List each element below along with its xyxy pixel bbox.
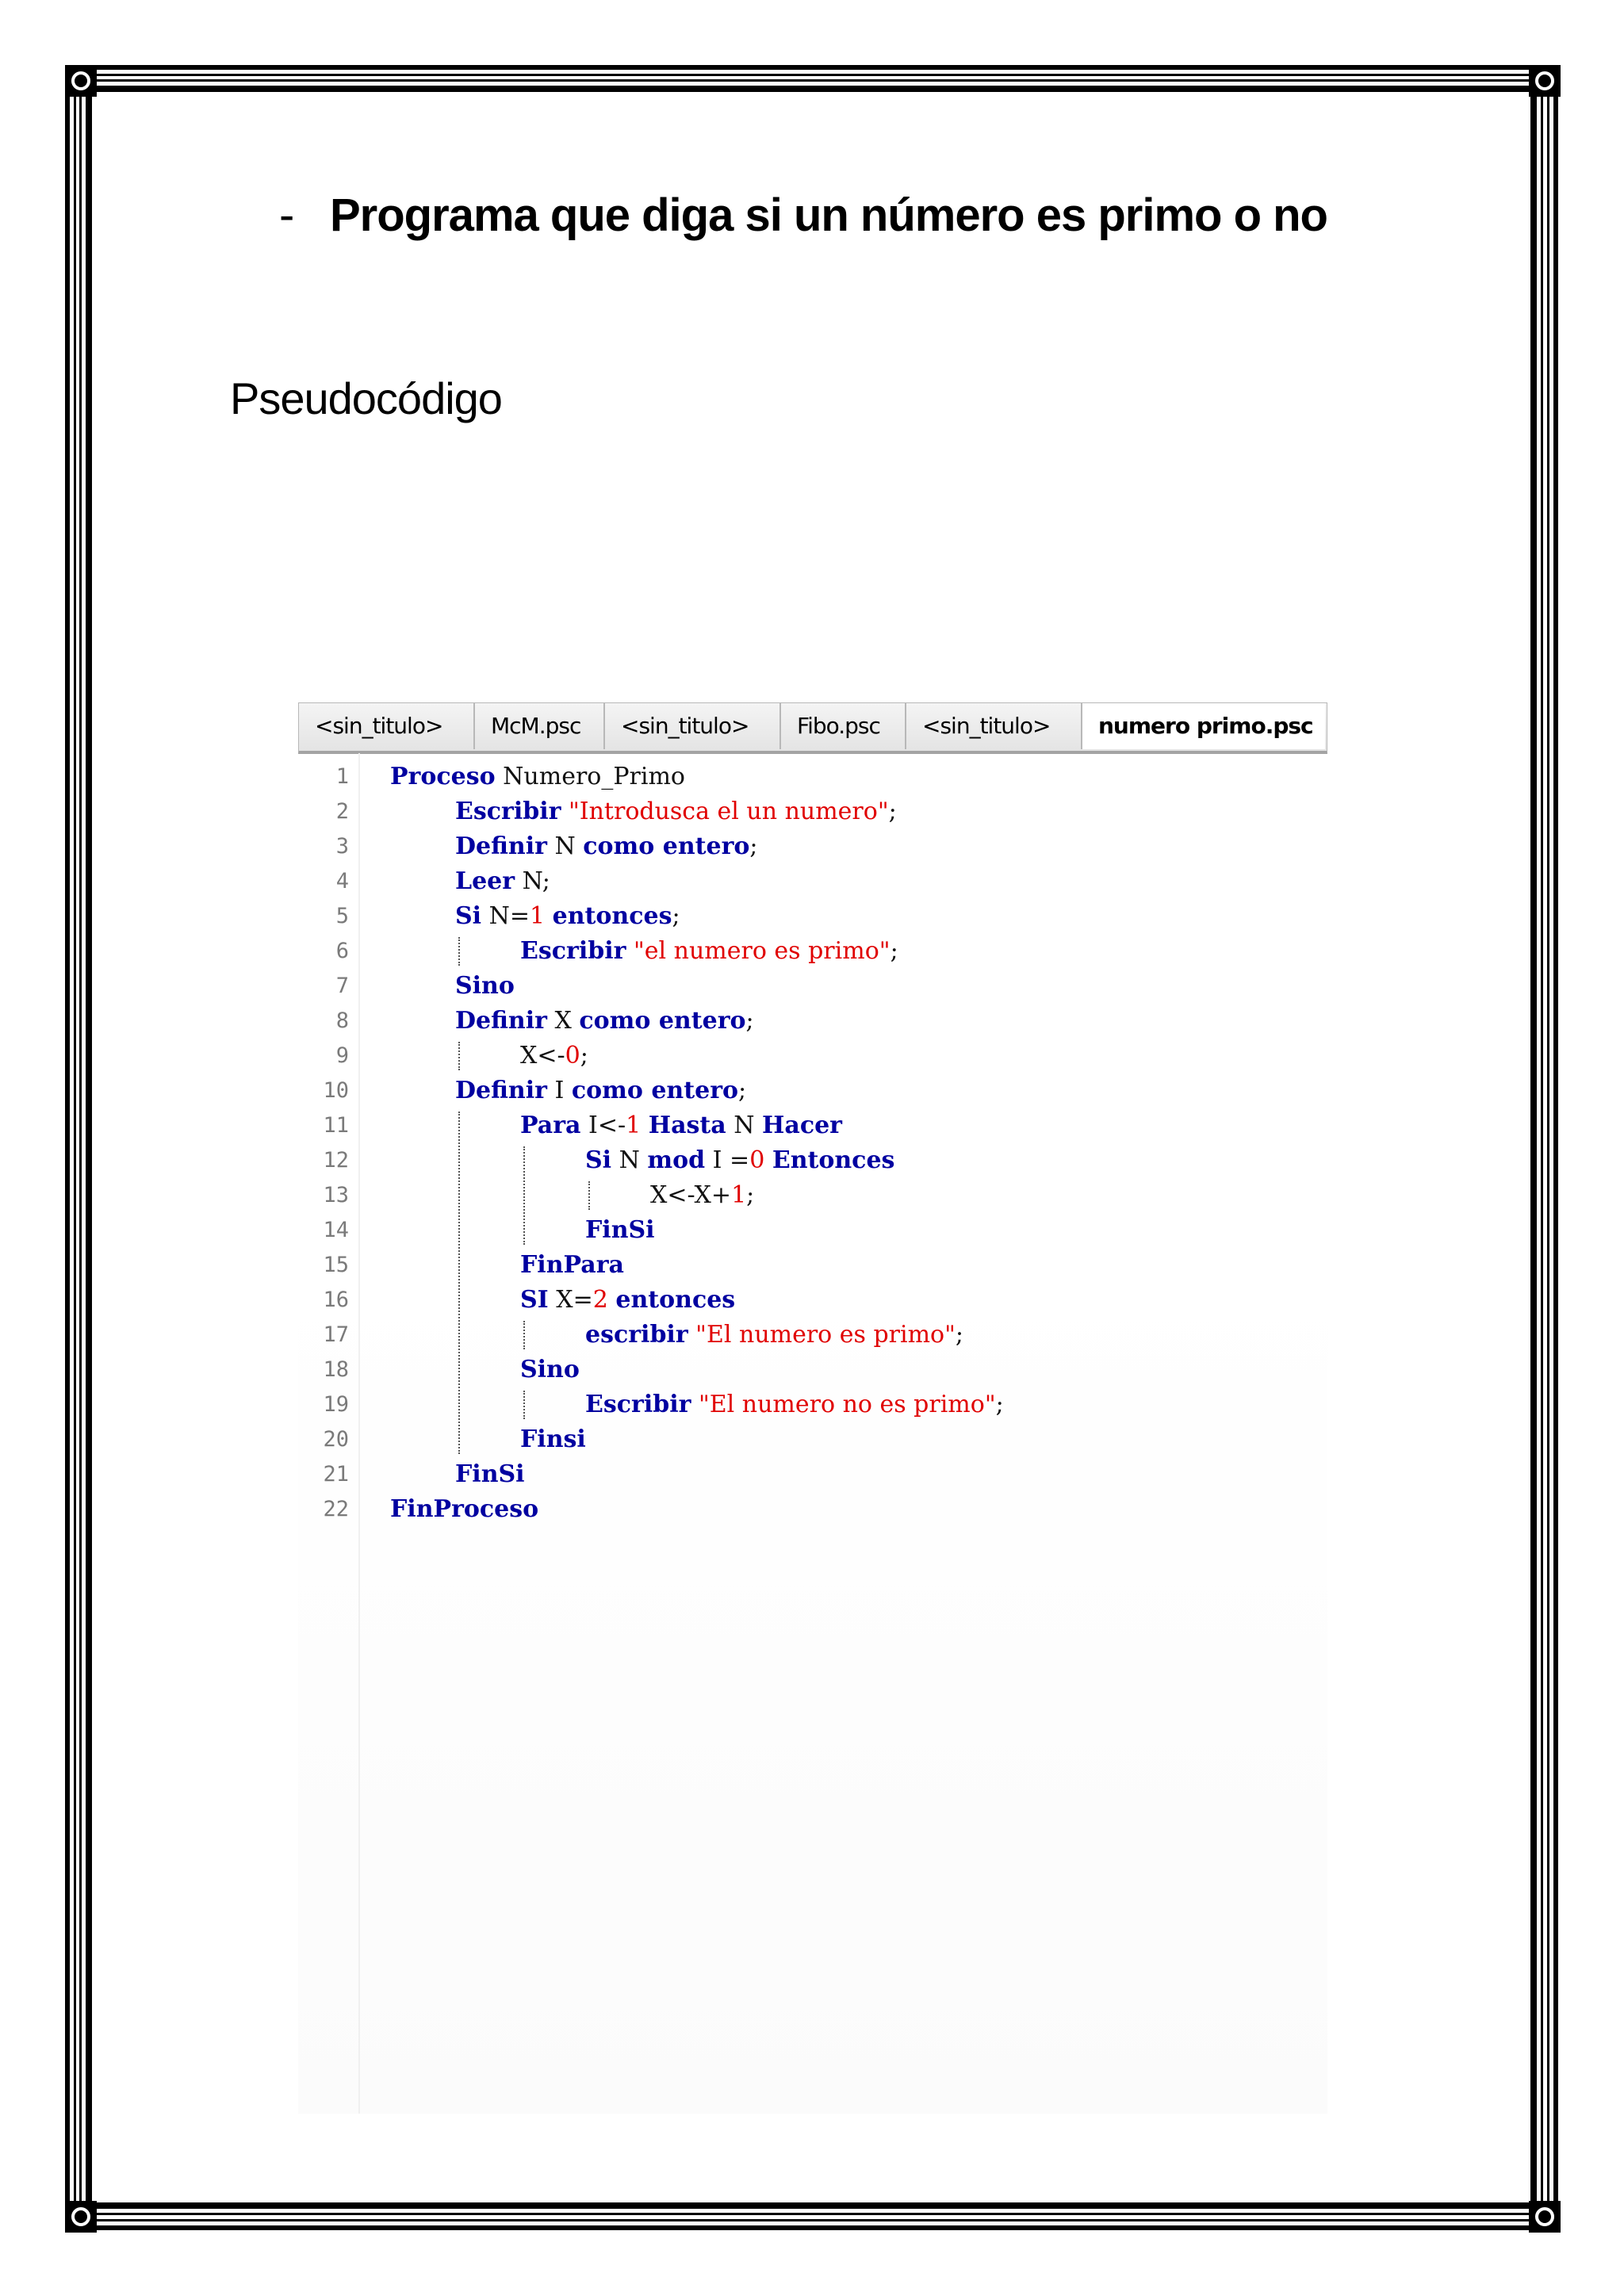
code-text	[455, 969, 515, 1004]
keyword-token: Sino	[520, 1356, 580, 1383]
keyword-token: como entero	[583, 832, 750, 860]
keyword-token: Escribir	[455, 798, 561, 825]
code-text	[520, 934, 898, 969]
indent-guide	[458, 1042, 460, 1070]
line-number: 8	[335, 1008, 349, 1033]
identifier-token: I<-	[580, 1112, 626, 1139]
line-number: 16	[323, 1288, 349, 1312]
code-line	[298, 1422, 1327, 1457]
line-number: 3	[335, 834, 349, 859]
list-bullet-dash: -	[279, 189, 294, 241]
identifier-token: ;	[749, 832, 758, 860]
code-text	[455, 794, 897, 829]
keyword-token: Escribir	[520, 937, 626, 965]
editor-tab[interactable]: <sin_titulo>	[299, 703, 475, 749]
code-text	[585, 1318, 963, 1353]
code-text	[455, 899, 680, 934]
indent-guide	[588, 1181, 590, 1210]
line-number: 19	[323, 1392, 349, 1417]
indent-guide	[458, 937, 460, 966]
code-text	[390, 1492, 538, 1527]
code-text	[455, 1004, 754, 1039]
line-number: 1	[335, 764, 349, 789]
identifier-token	[764, 1146, 772, 1174]
editor-tab[interactable]: <sin_titulo>	[906, 703, 1082, 749]
identifier-token	[688, 1321, 696, 1349]
keyword-token: Sino	[455, 972, 515, 1000]
line-number: 5	[335, 904, 349, 928]
keyword-token: entonces	[615, 1286, 736, 1314]
keyword-token: como entero	[571, 1077, 739, 1104]
code-line	[298, 1492, 1327, 1527]
string-token: "El numero no es primo"	[698, 1391, 996, 1418]
identifier-token: X<-	[520, 1042, 565, 1070]
identifier-token	[641, 1112, 649, 1139]
keyword-token: Definir	[455, 832, 547, 860]
code-text	[520, 1039, 588, 1073]
page-border-right	[1530, 65, 1559, 2231]
code-text	[520, 1422, 586, 1457]
code-text	[650, 1178, 754, 1213]
keyword-token: Definir	[455, 1077, 547, 1104]
keyword-token: FinPara	[520, 1251, 624, 1279]
code-line	[298, 1073, 1327, 1108]
identifier-token: ;	[672, 902, 680, 930]
code-text	[455, 864, 550, 899]
section-heading-text: Programa que diga si un número es primo o no	[330, 189, 1327, 241]
identifier-token	[626, 937, 634, 965]
number-token: 2	[592, 1286, 608, 1314]
code-line	[298, 1387, 1327, 1422]
code-area	[298, 760, 1327, 1527]
editor-tab[interactable]: numero primo.psc	[1082, 703, 1325, 749]
identifier-token: I =	[705, 1146, 750, 1174]
section-heading	[279, 189, 1327, 252]
line-number: 11	[323, 1113, 349, 1138]
code-text	[585, 1387, 1004, 1422]
code-line	[298, 829, 1327, 864]
border-corner-ornament	[65, 65, 97, 97]
identifier-token: ;	[580, 1042, 588, 1070]
code-text	[520, 1108, 842, 1143]
line-number: 15	[323, 1253, 349, 1277]
keyword-token: SI	[520, 1286, 549, 1314]
keyword-token: FinProceso	[390, 1495, 539, 1523]
keyword-token: Escribir	[585, 1391, 691, 1418]
identifier-token: X	[546, 1007, 580, 1035]
code-text	[520, 1283, 735, 1318]
line-number: 22	[323, 1497, 349, 1521]
line-number: 2	[335, 799, 349, 824]
number-token: 0	[565, 1042, 580, 1070]
code-text	[520, 1353, 580, 1387]
line-number: 9	[335, 1043, 349, 1068]
keyword-token: Si	[455, 902, 482, 930]
keyword-token: Proceso	[390, 763, 496, 790]
keyword-token: Hasta	[648, 1112, 726, 1139]
keyword-token: Si	[585, 1146, 612, 1174]
number-token: 1	[626, 1112, 642, 1139]
code-line	[298, 899, 1327, 934]
string-token: "Introdusca el un numero"	[568, 798, 889, 825]
code-text	[390, 760, 685, 794]
border-corner-ornament	[1529, 65, 1561, 97]
keyword-token: Finsi	[520, 1425, 586, 1453]
page-border-left	[65, 65, 94, 2231]
editor-tab[interactable]: <sin_titulo>	[605, 703, 781, 749]
number-token: 1	[731, 1181, 747, 1209]
line-number: 14	[323, 1218, 349, 1242]
code-text	[455, 1073, 746, 1108]
string-token: "el numero es primo"	[633, 937, 891, 965]
keyword-token: como entero	[579, 1007, 746, 1035]
code-line	[298, 1318, 1327, 1353]
code-text	[455, 829, 758, 864]
code-line	[298, 1004, 1327, 1039]
number-token: 1	[530, 902, 546, 930]
identifier-token	[691, 1391, 699, 1418]
keyword-token: FinSi	[455, 1460, 525, 1488]
keyword-token: Leer	[455, 867, 515, 895]
code-text	[520, 1248, 624, 1283]
string-token: "El numero es primo"	[695, 1321, 956, 1349]
editor-tab[interactable]: Fibo.psc	[781, 703, 906, 749]
identifier-token: N;	[515, 867, 550, 895]
keyword-token: FinSi	[585, 1216, 655, 1244]
line-number: 4	[335, 869, 349, 894]
code-line	[298, 1283, 1327, 1318]
code-line	[298, 1039, 1327, 1073]
page-border-top	[65, 65, 1559, 94]
editor-tab[interactable]: McM.psc	[475, 703, 605, 749]
keyword-token: escribir	[585, 1321, 688, 1349]
line-number: 20	[323, 1427, 349, 1452]
line-number: 12	[323, 1148, 349, 1173]
code-line	[298, 1457, 1327, 1492]
page-border-bottom	[65, 2202, 1559, 2231]
code-line	[298, 1213, 1327, 1248]
code-text	[455, 1457, 525, 1492]
border-corner-ornament	[65, 2201, 97, 2233]
keyword-token: Para	[520, 1112, 581, 1139]
identifier-token: ;	[888, 798, 897, 825]
number-token: 0	[749, 1146, 765, 1174]
keyword-token: mod	[647, 1146, 706, 1174]
keyword-token: Definir	[455, 1007, 547, 1035]
subheading: Pseudocódigo	[230, 373, 502, 423]
code-line	[298, 1178, 1327, 1213]
identifier-token	[561, 798, 569, 825]
line-number: 10	[323, 1078, 349, 1103]
code-line	[298, 864, 1327, 899]
code-line	[298, 1248, 1327, 1283]
identifier-token: X=	[548, 1286, 593, 1314]
identifier-token: ;	[738, 1077, 747, 1104]
identifier-token: I	[546, 1077, 572, 1104]
identifier-token: N=	[481, 902, 530, 930]
line-number: 17	[323, 1322, 349, 1347]
line-number: 21	[323, 1462, 349, 1487]
line-number: 13	[323, 1183, 349, 1207]
identifier-token: ;	[890, 937, 898, 965]
line-number: 7	[335, 974, 349, 998]
identifier-token: ;	[746, 1181, 755, 1209]
identifier-token: N	[611, 1146, 648, 1174]
line-number: 18	[323, 1357, 349, 1382]
code-line	[298, 969, 1327, 1004]
indent-guide	[523, 1391, 525, 1419]
editor-tab-bar	[298, 702, 1327, 754]
identifier-token: N	[726, 1112, 763, 1139]
code-line	[298, 934, 1327, 969]
keyword-token: Entonces	[772, 1146, 895, 1174]
identifier-token	[545, 902, 553, 930]
code-line	[298, 794, 1327, 829]
code-line	[298, 760, 1327, 794]
code-line	[298, 1353, 1327, 1387]
identifier-token: N	[546, 832, 584, 860]
identifier-token: ;	[955, 1321, 964, 1349]
indent-guide	[458, 1112, 460, 1454]
keyword-token: Hacer	[762, 1112, 842, 1139]
identifier-token: X<-X+	[650, 1181, 732, 1209]
identifier-token: Numero_Primo	[495, 763, 685, 790]
identifier-token	[608, 1286, 616, 1314]
keyword-token: entonces	[552, 902, 672, 930]
indent-guide	[523, 1321, 525, 1349]
code-editor-screenshot	[298, 702, 1327, 2114]
code-text	[585, 1213, 655, 1248]
code-line	[298, 1108, 1327, 1143]
border-corner-ornament	[1529, 2201, 1561, 2233]
identifier-token: ;	[995, 1391, 1004, 1418]
identifier-token: ;	[745, 1007, 754, 1035]
indent-guide	[523, 1146, 525, 1245]
code-line	[298, 1143, 1327, 1178]
code-text	[585, 1143, 894, 1178]
line-number: 6	[335, 939, 349, 963]
